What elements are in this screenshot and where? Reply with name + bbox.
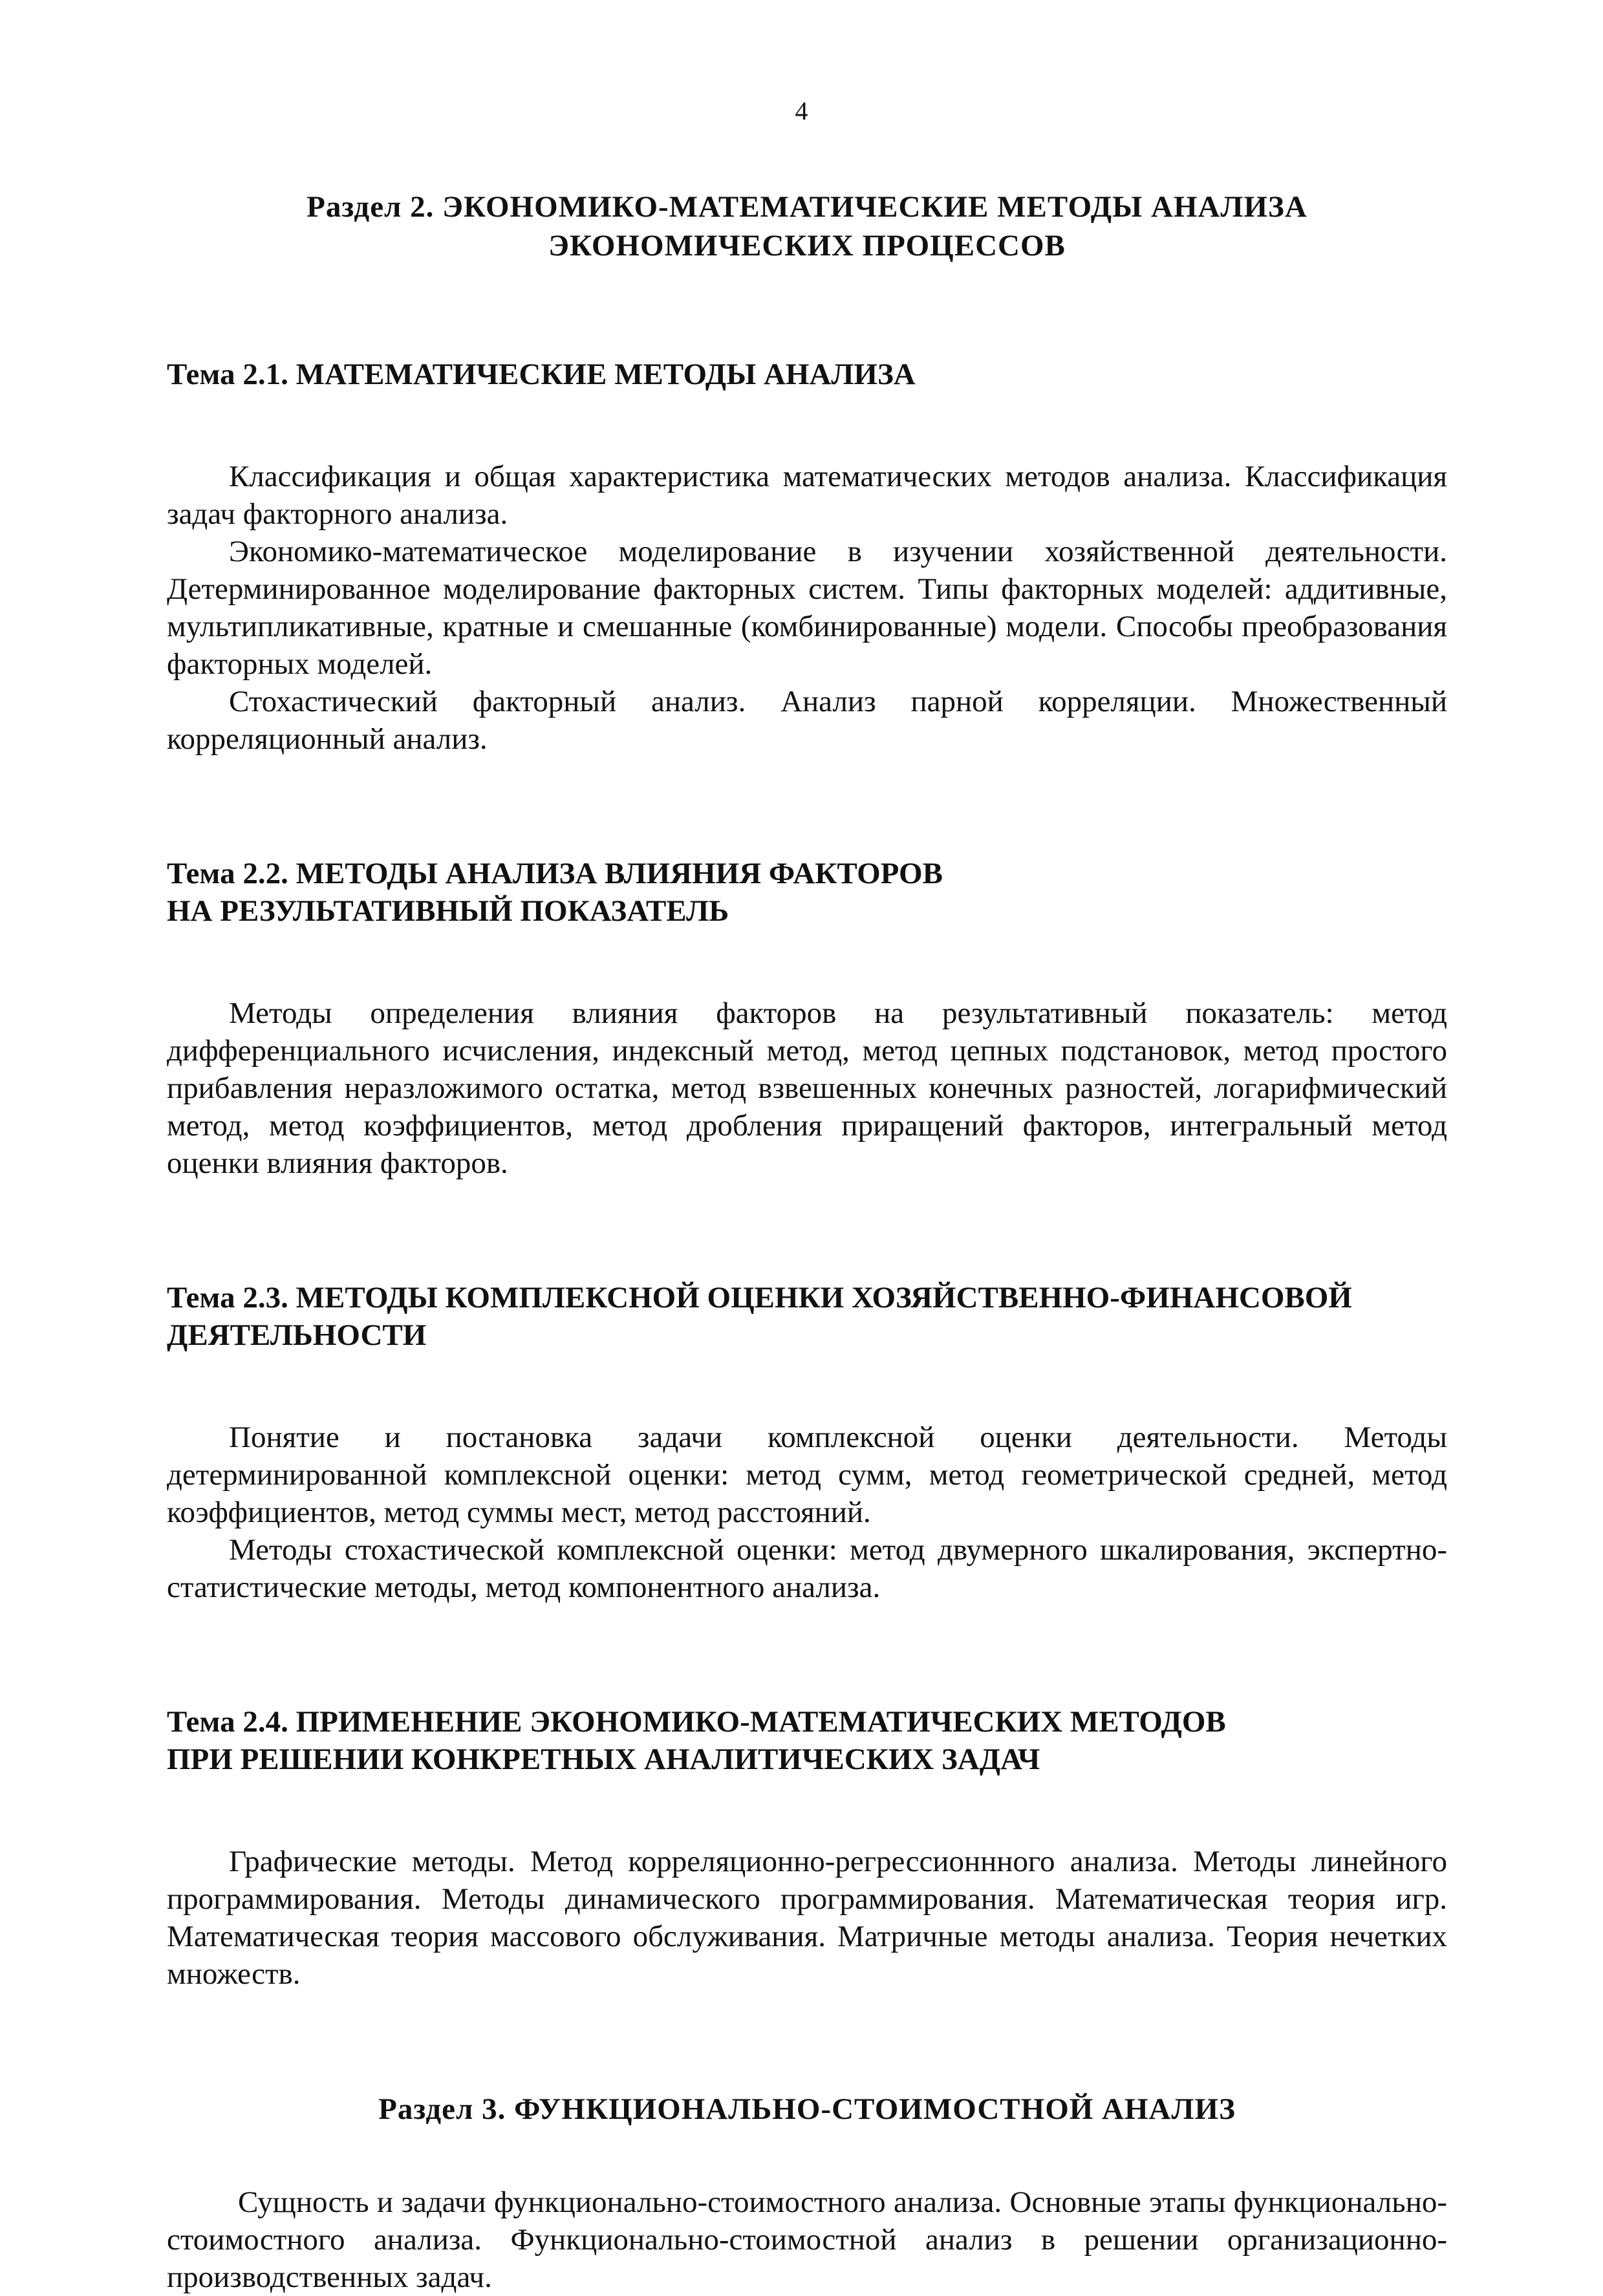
page-number: 4 bbox=[795, 96, 808, 125]
topic-2-3-paragraph-2: Методы стохастической комплексной оценки: метод двумерного шкалирования, экспертно-статистические методы, метод компонентного анализа. bbox=[167, 1533, 1447, 1604]
topic-2-4-title bbox=[167, 1703, 1447, 1778]
section-2-heading bbox=[167, 188, 1447, 265]
topic-title-line: Тема 2.3. МЕТОДЫ КОМПЛЕКСНОЙ ОЦЕНКИ ХОЗЯЙСТВЕННО-ФИНАНСОВОЙ bbox=[167, 1281, 1352, 1314]
topic-2-4-paragraph-1: Графические методы. Метод корреляционно-регрессионнного анализа. Методы линейного программирования. Методы динамического программирования. Математическая теория игр. Математическая теория массового обслуживания. Матричные методы анализа. Теория нечетких множеств. bbox=[167, 1845, 1447, 1991]
topic-title-line: Тема 2.1. МАТЕМАТИЧЕСКИЕ МЕТОДЫ АНАЛИЗА bbox=[167, 358, 916, 391]
topic-2-3-paragraph-1: Понятие и постановка задачи комплексной оценки деятельности. Методы детерминированной комплексной оценки: метод сумм, метод геометрической средней, метод коэффициентов, метод суммы мест, метод расстояний. bbox=[167, 1421, 1447, 1529]
topic-title-line: НА РЕЗУЛЬТАТИВНЫЙ ПОКАЗАТЕЛЬ bbox=[167, 894, 729, 928]
topic-2-1-paragraph-3: Стохастический факторный анализ. Анализ парной корреляции. Множественный корреляционный анализ. bbox=[167, 685, 1447, 756]
topic-title-line: ДЕЯТЕЛЬНОСТИ bbox=[167, 1318, 427, 1352]
topic-2-2-title bbox=[167, 855, 1447, 930]
section-3-heading: Раздел 3. ФУНКЦИОНАЛЬНО-СТОИМОСТНОЙ АНАЛИЗ bbox=[378, 2092, 1236, 2126]
section-2-heading-line-2: ЭКОНОМИЧЕСКИХ ПРОЦЕССОВ bbox=[548, 229, 1066, 263]
page-content bbox=[167, 188, 1447, 2296]
topic-2-1-paragraph-2: Экономико-математическое моделирование в изучении хозяйственной деятельности. Детерминированное моделирование факторных систем. Типы факторных моделей: аддитивные, мультипликативные, кратные и смешанные (комбинированные) модели. Способы преобразования факторных моделей. bbox=[167, 535, 1447, 681]
topic-2-1-paragraph-1: Классификация и общая характеристика математических методов анализа. Классификация задач факторного анализа. bbox=[167, 460, 1447, 531]
topic-title-line: Тема 2.2. МЕТОДЫ АНАЛИЗА ВЛИЯНИЯ ФАКТОРОВ bbox=[167, 857, 943, 890]
topic-2-2-paragraph-1: Методы определения влияния факторов на результативный показатель: метод дифференциального исчисления, индексный метод, метод цепных подстановок, метод простого прибавления неразложимого остатка, метод взвешенных конечных разностей, логарифмический метод, метод коэффициентов, метод дробления приращений факторов, интегральный метод оценки влияния факторов. bbox=[167, 996, 1447, 1180]
section-3-paragraph: Сущность и задачи функционально-стоимостного анализа. Основные этапы функционально-стоимостного анализа. Функционально-стоимостной анализ в решении организационно-производственных задач. bbox=[167, 2185, 1447, 2294]
topic-title-line: ПРИ РЕШЕНИИ КОНКРЕТНЫХ АНАЛИТИЧЕСКИХ ЗАДАЧ bbox=[167, 1743, 1040, 1776]
topic-2-1-title bbox=[167, 356, 1447, 393]
section-2-heading-line-1: Раздел 2. ЭКОНОМИКО-МАТЕМАТИЧЕСКИЕ МЕТОДЫ АНАЛИЗА bbox=[307, 190, 1307, 224]
topic-title-line: Тема 2.4. ПРИМЕНЕНИЕ ЭКОНОМИКО-МАТЕМАТИЧЕСКИХ МЕТОДОВ bbox=[167, 1705, 1226, 1739]
topic-2-3-title bbox=[167, 1279, 1447, 1354]
